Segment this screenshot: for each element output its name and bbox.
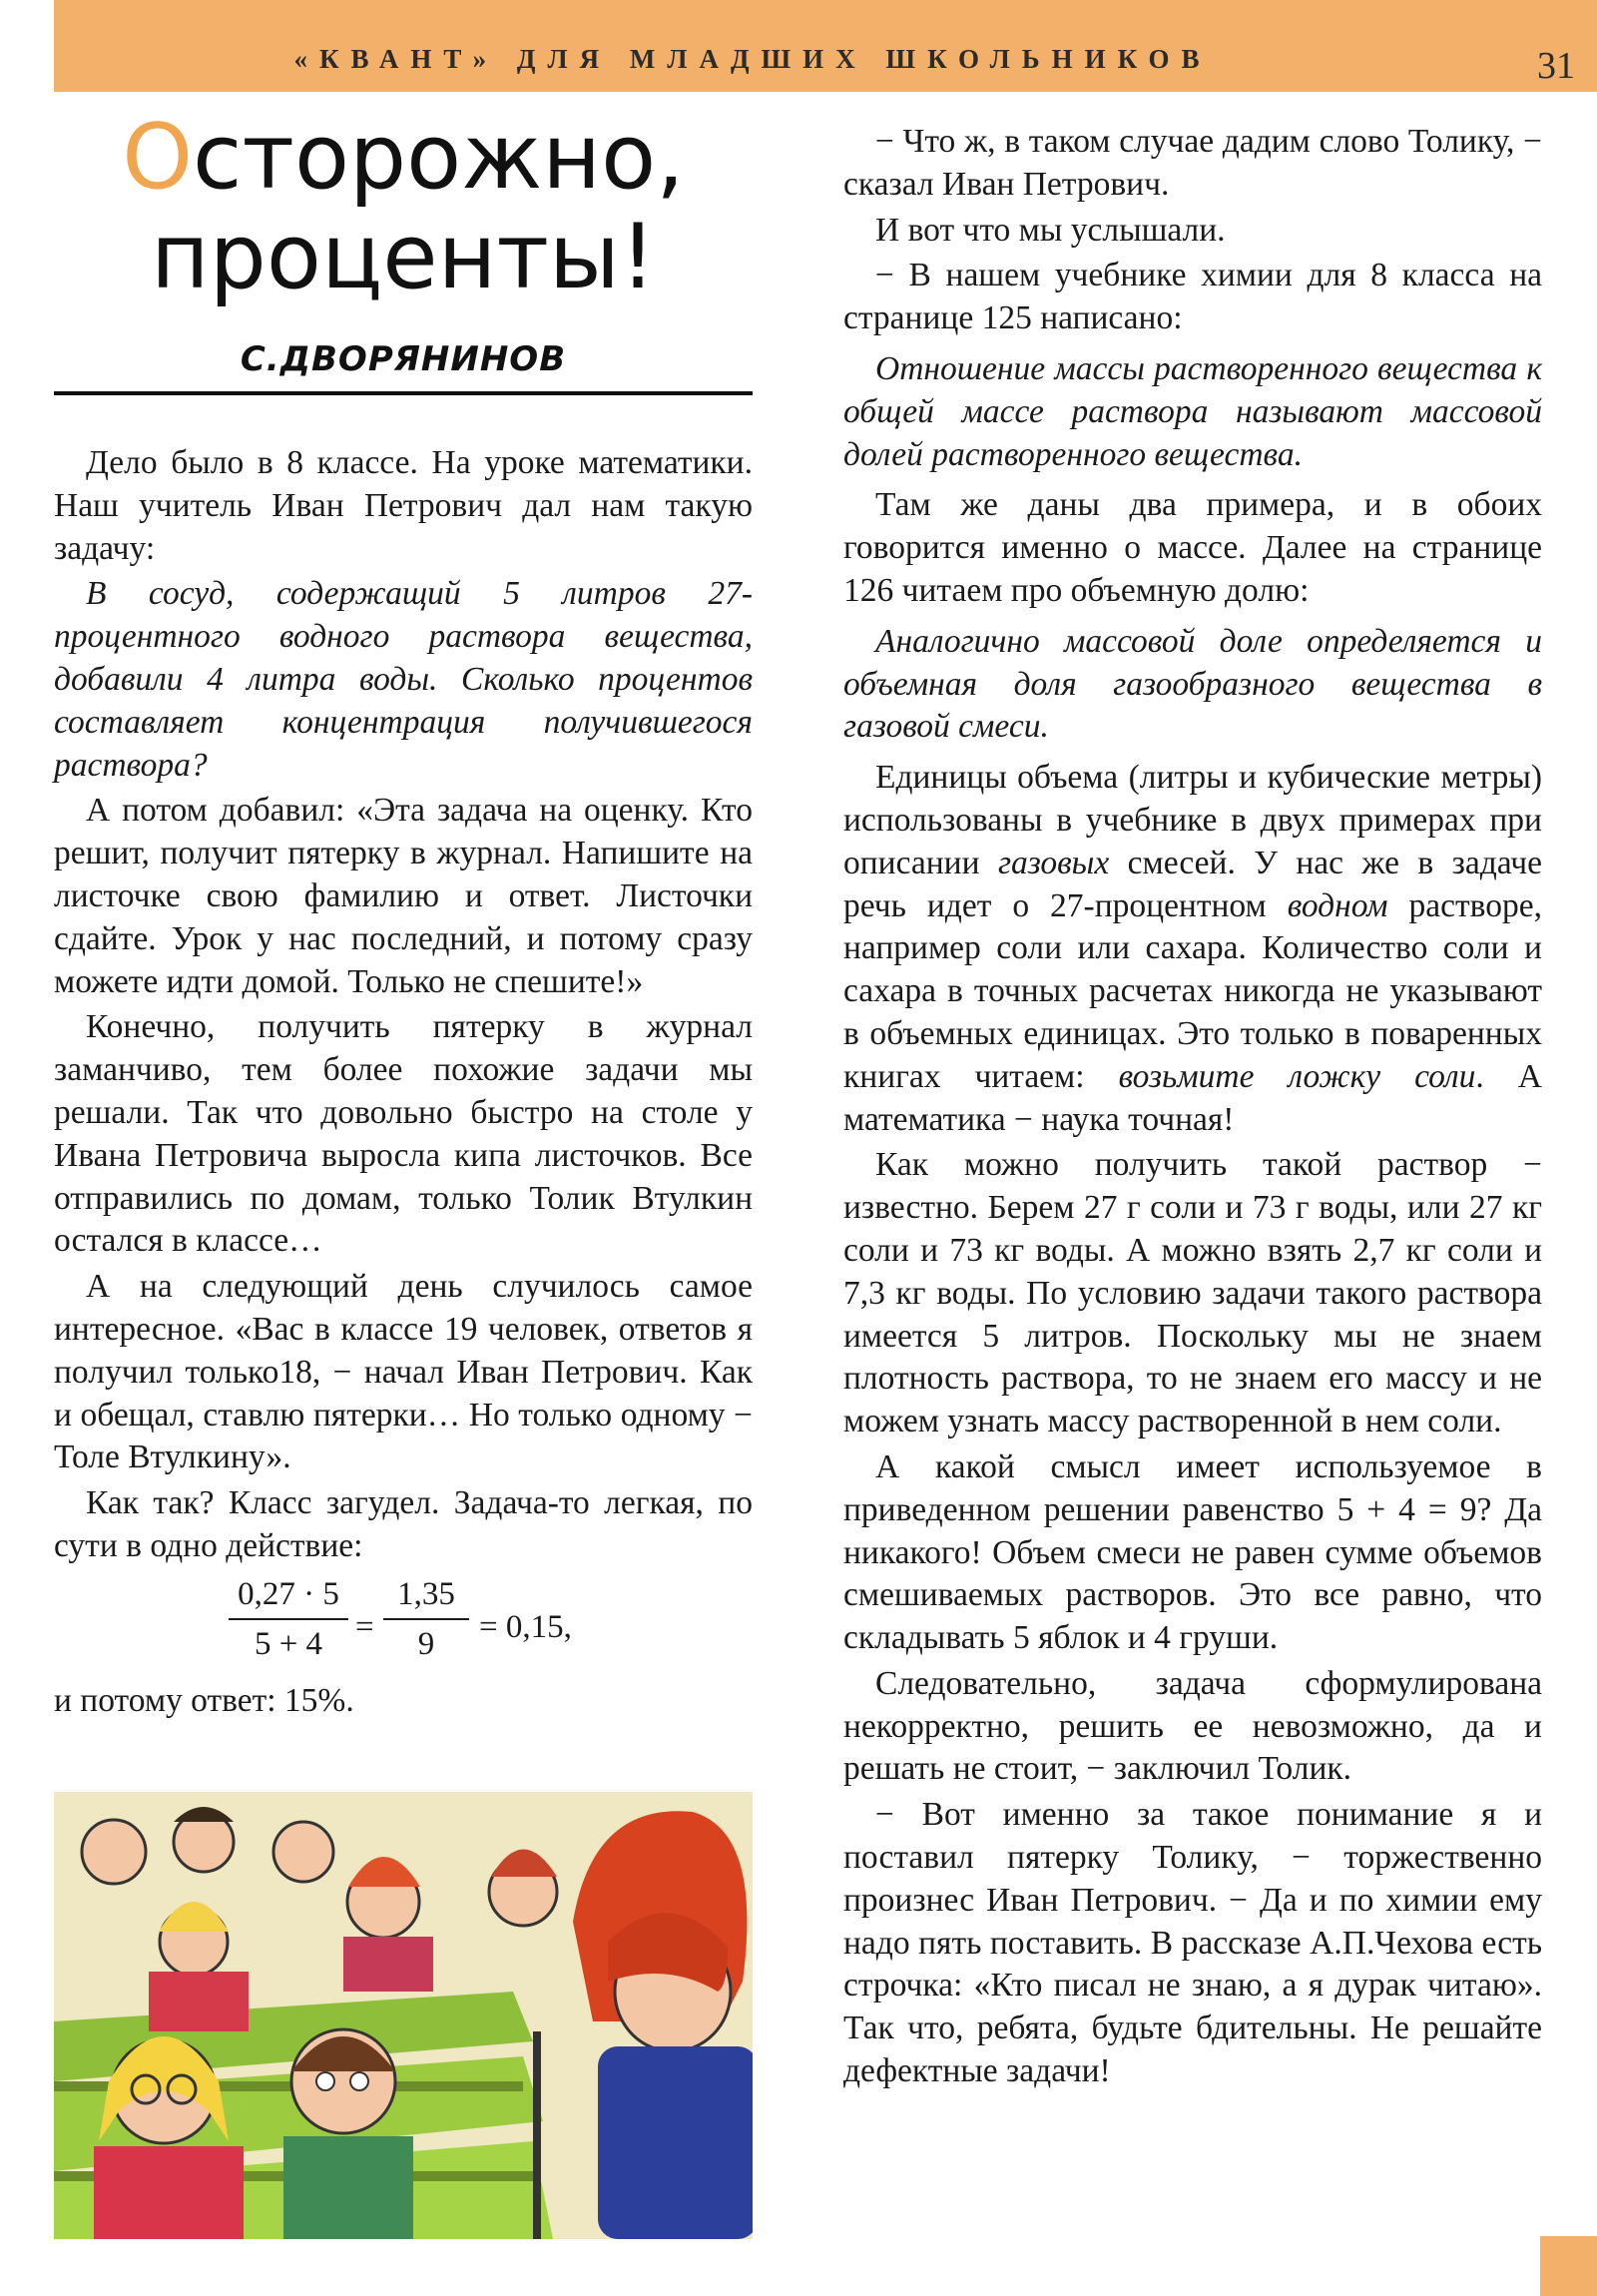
paragraph: Как можно получить такой раствор − известно. Берем 27 г соли и 73 г воды, или 27 кг соли и 73 кг воды. А можно взять 2,7 кг соли и 7,3 кг воды. По условию задачи такого раствора имеется 5 литров. Поскольку мы не знаем плотность раствора, то не знаем его массу и не можем узнать массу растворенной в нем соли. (843, 1146, 1542, 1440)
paragraph: А какой смысл имеет используемое в приведенном решении равенство 5 + 4 = 9? Да никакого! Объем смеси не равен сумме объемов смешиваемых растворов. Это все равно, что складывать 5 яблок и 4 груши. (843, 1447, 1542, 1657)
title-line1: сторожно, (193, 105, 685, 210)
classroom-illustration (54, 1792, 753, 2239)
paragraph: и потому ответ: 15%. (54, 1681, 354, 1719)
formula-result: = 0,15, (479, 1608, 572, 1645)
paragraph: Конечно, получить пятерку в журнал заманчиво, тем более похожие задачи мы решали. Так что довольно быстро на столе у Ивана Петровича выросла кипа листочков. Все отправились по домам, только Толик Втулкин остался в классе… (54, 1008, 753, 1260)
fraction-1-numerator: 0,27 · 5 (229, 1574, 348, 1620)
paragraph: А потом добавил: «Эта задача на оценку. Кто решит, получит пятерку в журнал. Напишите на листочке свою фамилию и ответ. Листочки сдайте. Урок у нас последний, и потому сразу можете идти домой. Только не спешите!» (54, 792, 753, 1000)
text-run: смесей. У нас же в задаче речь идет о 27-процентном (843, 844, 1542, 924)
text-run: Единицы объема (литры и кубические метры) использованы в учебнике в двух примерах при описании (843, 759, 1542, 881)
corner-marker (1540, 2236, 1597, 2296)
emphasis: водном (1287, 886, 1388, 924)
title-line2: проценты! (150, 205, 657, 309)
paragraph: − Вот именно за такое понимание я и поставил пятерку Толику, − торжественно произнес Иван Петрович. − Да и по химии ему надо пять поставить. В рассказе А.П.Чехова есть строчка: «Кто писал не знаю, а я дурак читаю». Так что, ребята, будьте бдительны. Не решайте дефектные задачи! (843, 1796, 1542, 2090)
right-column (843, 121, 1542, 2096)
article-title (54, 105, 753, 309)
emphasis: возьмите ложку соли (1118, 1057, 1476, 1095)
paragraph: Следовательно, задача сформулирована некорректно, решить ее невозможно, да и решать не стоит, − заключил Толик. (843, 1664, 1542, 1788)
article-author: С.ДВОРЯНИНОВ (240, 339, 567, 379)
page-number: 31 (1537, 45, 1575, 87)
textbook-quote: Аналогично массовой доле определяется и объемная доля газообразного вещества в газовой смеси. (843, 622, 1542, 746)
page-header (54, 0, 1597, 92)
text-run: растворе, например соли или сахара. Количество соли и сахара в точных расчетах никогда не указывают в объемных единицах. Это только в поваренных книгах читаем: (843, 886, 1542, 1095)
emphasis: газовых (997, 844, 1110, 881)
classroom-illustration-art (54, 1792, 753, 2239)
fraction-2-numerator: 1,35 (383, 1574, 469, 1620)
paragraph: − В нашем учебнике химии для 8 класса на странице 125 написано: (843, 257, 1542, 337)
textbook-quote: Отношение массы растворенного вещества к общей массе раствора называют массовой долей растворенного вещества. (843, 349, 1542, 473)
paragraph: А на следующий день случилось самое интересное. «Вас в классе 19 человек, ответов я получил только18, − начал Иван Петрович. Как и обещал, ставлю пятерки… Но только одному − Толе Втулкину». (54, 1268, 753, 1476)
formula (54, 1574, 753, 1670)
task-statement: В сосуд, содержащий 5 литров 27-процентного водного раствора вещества, добавили 4 литра воды. Сколько процентов составляет концентрация получившегося раствора? (54, 575, 753, 784)
fraction-1-denominator: 5 + 4 (254, 1625, 323, 1662)
paragraph (843, 757, 1542, 1141)
paragraph: − Что ж, в таком случае дадим слово Толику, − сказал Иван Петрович. (843, 123, 1542, 203)
title-initial: О (122, 105, 194, 210)
journal-section-title: «КВАНТ» ДЛЯ МЛАДШИХ ШКОЛЬНИКОВ (293, 44, 1212, 74)
fraction-2 (383, 1574, 469, 1664)
equals-sign: = (355, 1608, 374, 1645)
fraction-1 (229, 1574, 348, 1664)
paragraph: И вот что мы услышали. (875, 211, 1226, 249)
fraction-2-denominator: 9 (417, 1625, 435, 1662)
paragraph: Там же даны два примера, и в обоих говорится именно о массе. Далее на странице 126 читаем про объемную долю: (843, 486, 1542, 609)
paragraph: Дело было в 8 классе. На уроке математики. Наш учитель Иван Петрович дал нам такую задачу: (54, 444, 753, 567)
paragraph: Как так? Класс загудел. Задача-то легкая, по сути в одно действие: (54, 1484, 753, 1564)
title-divider (54, 391, 753, 395)
left-column (54, 442, 753, 1726)
text-run: . А математика − наука точная! (843, 1057, 1542, 1138)
